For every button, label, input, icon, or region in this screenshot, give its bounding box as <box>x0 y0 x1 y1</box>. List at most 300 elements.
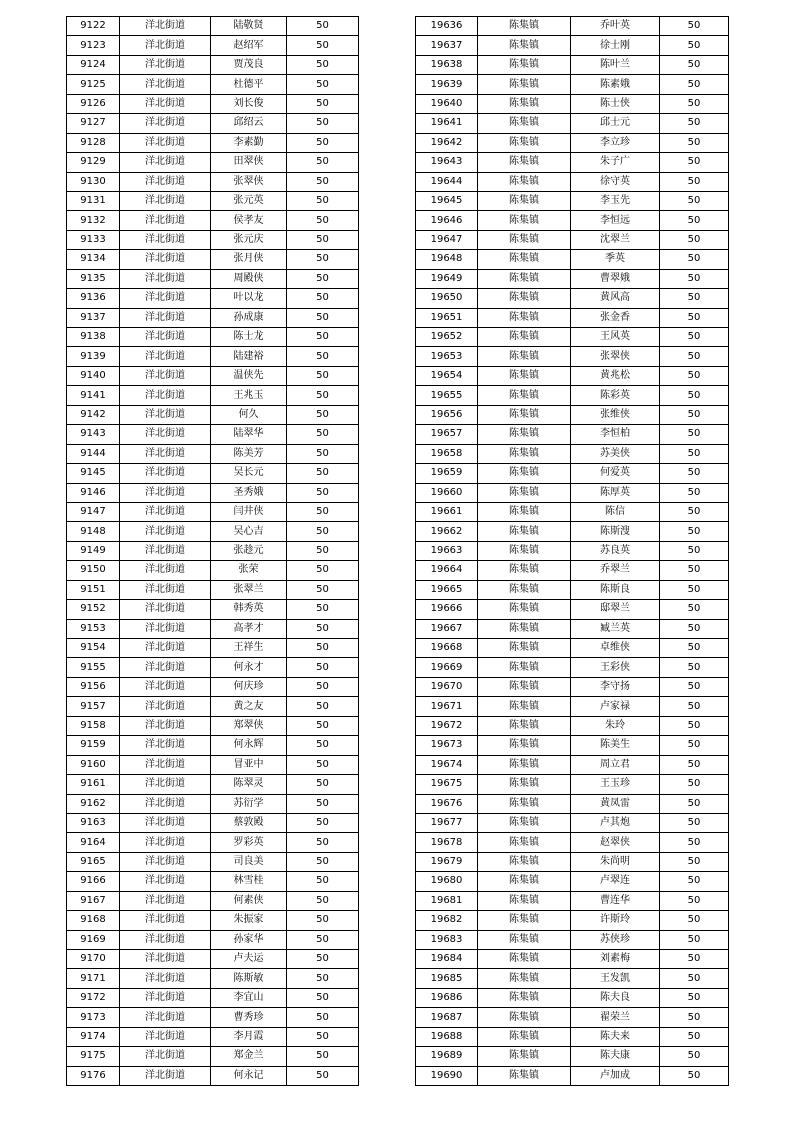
amount-cell: 50 <box>287 580 359 599</box>
table-row <box>67 600 359 619</box>
table-row <box>67 950 359 969</box>
table-row <box>67 386 359 405</box>
table-row <box>416 639 729 658</box>
amount-cell: 50 <box>287 775 359 794</box>
amount-cell: 50 <box>660 911 729 930</box>
district-cell: 洋北街道 <box>120 308 211 327</box>
table-row <box>416 522 729 541</box>
row-number-cell: 19670 <box>416 677 478 696</box>
name-cell: 张元庆 <box>211 230 287 249</box>
amount-cell: 50 <box>660 600 729 619</box>
name-cell: 卢翠连 <box>571 872 660 891</box>
row-number-cell: 19657 <box>416 425 478 444</box>
row-number-cell: 9149 <box>67 541 120 560</box>
name-cell: 王祥生 <box>211 639 287 658</box>
amount-cell: 50 <box>660 75 729 94</box>
row-number-cell: 9176 <box>67 1066 120 1085</box>
row-number-cell: 19687 <box>416 1008 478 1027</box>
amount-cell: 50 <box>660 347 729 366</box>
table-row <box>416 347 729 366</box>
name-cell: 陈夫良 <box>571 988 660 1007</box>
name-cell: 贾茂良 <box>211 55 287 74</box>
amount-cell: 50 <box>287 153 359 172</box>
table-row <box>67 639 359 658</box>
name-cell: 朱子广 <box>571 153 660 172</box>
table-row <box>416 366 729 385</box>
name-cell: 黄凤雷 <box>571 794 660 813</box>
district-cell: 洋北街道 <box>120 833 211 852</box>
name-cell: 田翠侠 <box>211 153 287 172</box>
row-number-cell: 9129 <box>67 153 120 172</box>
name-cell: 臧兰英 <box>571 619 660 638</box>
row-number-cell: 9151 <box>67 580 120 599</box>
table-row <box>416 677 729 696</box>
district-cell: 陈集镇 <box>478 930 571 949</box>
row-number-cell: 19640 <box>416 94 478 113</box>
district-cell: 洋北街道 <box>120 75 211 94</box>
district-cell: 陈集镇 <box>478 775 571 794</box>
name-cell: 黄风高 <box>571 289 660 308</box>
amount-cell: 50 <box>660 639 729 658</box>
name-cell: 邸翠兰 <box>571 600 660 619</box>
row-number-cell: 19679 <box>416 852 478 871</box>
name-cell: 王发凯 <box>571 969 660 988</box>
name-cell: 温侠先 <box>211 366 287 385</box>
name-cell: 陈信 <box>571 502 660 521</box>
row-number-cell: 9155 <box>67 658 120 677</box>
table-row <box>416 1027 729 1046</box>
table-row <box>67 755 359 774</box>
amount-cell: 50 <box>660 561 729 580</box>
district-cell: 陈集镇 <box>478 794 571 813</box>
row-number-cell: 19680 <box>416 872 478 891</box>
table-row <box>67 405 359 424</box>
row-number-cell: 9142 <box>67 405 120 424</box>
amount-cell: 50 <box>660 969 729 988</box>
district-cell: 陈集镇 <box>478 269 571 288</box>
table-row <box>416 211 729 230</box>
row-number-cell: 9146 <box>67 483 120 502</box>
name-cell: 李立珍 <box>571 133 660 152</box>
table-row <box>67 425 359 444</box>
amount-cell: 50 <box>287 930 359 949</box>
table-row <box>67 153 359 172</box>
district-cell: 洋北街道 <box>120 872 211 891</box>
row-number-cell: 19642 <box>416 133 478 152</box>
table-row <box>67 677 359 696</box>
table-row <box>67 541 359 560</box>
row-number-cell: 19672 <box>416 716 478 735</box>
amount-cell: 50 <box>660 211 729 230</box>
district-cell: 陈集镇 <box>478 988 571 1007</box>
amount-cell: 50 <box>660 1027 729 1046</box>
name-cell: 张元英 <box>211 191 287 210</box>
table-row <box>416 852 729 871</box>
amount-cell: 50 <box>287 308 359 327</box>
name-cell: 朱振家 <box>211 911 287 930</box>
row-number-cell: 19652 <box>416 328 478 347</box>
row-number-cell: 19636 <box>416 17 478 36</box>
district-cell: 洋北街道 <box>120 347 211 366</box>
district-cell: 陈集镇 <box>478 250 571 269</box>
district-cell: 陈集镇 <box>478 191 571 210</box>
row-number-cell: 19664 <box>416 561 478 580</box>
row-number-cell: 9174 <box>67 1027 120 1046</box>
name-cell: 罗彩英 <box>211 833 287 852</box>
district-cell: 陈集镇 <box>478 347 571 366</box>
name-cell: 卓维侠 <box>571 639 660 658</box>
row-number-cell: 9160 <box>67 755 120 774</box>
row-number-cell: 19656 <box>416 405 478 424</box>
table-row <box>67 658 359 677</box>
row-number-cell: 9137 <box>67 308 120 327</box>
row-number-cell: 9152 <box>67 600 120 619</box>
amount-cell: 50 <box>660 502 729 521</box>
row-number-cell: 19688 <box>416 1027 478 1046</box>
row-number-cell: 19653 <box>416 347 478 366</box>
name-cell: 苏良英 <box>571 541 660 560</box>
amount-cell: 50 <box>287 969 359 988</box>
table-row <box>416 502 729 521</box>
amount-cell: 50 <box>660 483 729 502</box>
table-row <box>416 250 729 269</box>
name-cell: 张金香 <box>571 308 660 327</box>
row-number-cell: 19645 <box>416 191 478 210</box>
table-row <box>416 561 729 580</box>
table-row <box>67 969 359 988</box>
name-cell: 赵绍军 <box>211 36 287 55</box>
district-cell: 陈集镇 <box>478 114 571 133</box>
amount-cell: 50 <box>287 250 359 269</box>
amount-cell: 50 <box>660 153 729 172</box>
district-cell: 洋北街道 <box>120 1047 211 1066</box>
district-cell: 陈集镇 <box>478 716 571 735</box>
amount-cell: 50 <box>287 697 359 716</box>
table-row <box>67 269 359 288</box>
row-number-cell: 9127 <box>67 114 120 133</box>
district-cell: 陈集镇 <box>478 1008 571 1027</box>
amount-cell: 50 <box>287 619 359 638</box>
district-cell: 洋北街道 <box>120 55 211 74</box>
district-cell: 洋北街道 <box>120 775 211 794</box>
row-number-cell: 9128 <box>67 133 120 152</box>
name-cell: 孙家华 <box>211 930 287 949</box>
district-cell: 陈集镇 <box>478 328 571 347</box>
name-cell: 卢其炮 <box>571 813 660 832</box>
amount-cell: 50 <box>287 191 359 210</box>
district-cell: 洋北街道 <box>120 813 211 832</box>
district-cell: 陈集镇 <box>478 561 571 580</box>
table-row <box>416 697 729 716</box>
name-cell: 黄兆松 <box>571 366 660 385</box>
district-cell: 陈集镇 <box>478 677 571 696</box>
table-row <box>416 794 729 813</box>
table-row <box>67 522 359 541</box>
name-cell: 圣秀娥 <box>211 483 287 502</box>
table-row <box>416 580 729 599</box>
right-table <box>415 16 729 1086</box>
amount-cell: 50 <box>660 230 729 249</box>
row-number-cell: 9134 <box>67 250 120 269</box>
table-row <box>416 289 729 308</box>
district-cell: 洋北街道 <box>120 230 211 249</box>
amount-cell: 50 <box>287 269 359 288</box>
row-number-cell: 9156 <box>67 677 120 696</box>
name-cell: 曹翠娥 <box>571 269 660 288</box>
row-number-cell: 9125 <box>67 75 120 94</box>
table-row <box>416 153 729 172</box>
district-cell: 陈集镇 <box>478 386 571 405</box>
name-cell: 何永记 <box>211 1066 287 1085</box>
table-row <box>416 600 729 619</box>
row-number-cell: 19639 <box>416 75 478 94</box>
district-cell: 陈集镇 <box>478 852 571 871</box>
row-number-cell: 9158 <box>67 716 120 735</box>
amount-cell: 50 <box>660 619 729 638</box>
amount-cell: 50 <box>287 1066 359 1085</box>
table-row <box>67 289 359 308</box>
district-cell: 洋北街道 <box>120 483 211 502</box>
district-cell: 陈集镇 <box>478 172 571 191</box>
table-row <box>416 775 729 794</box>
district-cell: 陈集镇 <box>478 522 571 541</box>
amount-cell: 50 <box>660 133 729 152</box>
row-number-cell: 9124 <box>67 55 120 74</box>
amount-cell: 50 <box>660 891 729 910</box>
district-cell: 洋北街道 <box>120 405 211 424</box>
name-cell: 苏美侠 <box>571 444 660 463</box>
table-row <box>67 464 359 483</box>
table-row <box>416 230 729 249</box>
table-row <box>67 872 359 891</box>
table-row <box>416 755 729 774</box>
amount-cell: 50 <box>287 36 359 55</box>
name-cell: 王彩侠 <box>571 658 660 677</box>
district-cell: 陈集镇 <box>478 813 571 832</box>
name-cell: 李宜山 <box>211 988 287 1007</box>
row-number-cell: 9132 <box>67 211 120 230</box>
district-cell: 陈集镇 <box>478 211 571 230</box>
name-cell: 翟荣兰 <box>571 1008 660 1027</box>
name-cell: 张维侠 <box>571 405 660 424</box>
row-number-cell: 9163 <box>67 813 120 832</box>
left-table <box>66 16 359 1086</box>
district-cell: 陈集镇 <box>478 1027 571 1046</box>
row-number-cell: 19682 <box>416 911 478 930</box>
district-cell: 陈集镇 <box>478 950 571 969</box>
table-row <box>67 308 359 327</box>
district-cell: 洋北街道 <box>120 1008 211 1027</box>
table-row <box>67 502 359 521</box>
table-row <box>416 36 729 55</box>
district-cell: 陈集镇 <box>478 464 571 483</box>
name-cell: 陈叶兰 <box>571 55 660 74</box>
table-row <box>67 580 359 599</box>
table-row <box>67 172 359 191</box>
amount-cell: 50 <box>660 716 729 735</box>
row-number-cell: 19678 <box>416 833 478 852</box>
district-cell: 洋北街道 <box>120 289 211 308</box>
name-cell: 郑翠侠 <box>211 716 287 735</box>
table-row <box>416 988 729 1007</box>
name-cell: 沈翠兰 <box>571 230 660 249</box>
district-cell: 陈集镇 <box>478 153 571 172</box>
table-row <box>416 969 729 988</box>
district-cell: 洋北街道 <box>120 891 211 910</box>
amount-cell: 50 <box>660 658 729 677</box>
row-number-cell: 9153 <box>67 619 120 638</box>
amount-cell: 50 <box>660 250 729 269</box>
row-number-cell: 19677 <box>416 813 478 832</box>
name-cell: 刘长俊 <box>211 94 287 113</box>
name-cell: 郑金兰 <box>211 1047 287 1066</box>
table-row <box>416 813 729 832</box>
name-cell: 陈夫康 <box>571 1047 660 1066</box>
district-cell: 洋北街道 <box>120 211 211 230</box>
table-row <box>416 1008 729 1027</box>
row-number-cell: 9150 <box>67 561 120 580</box>
name-cell: 陈斯敏 <box>211 969 287 988</box>
district-cell: 洋北街道 <box>120 755 211 774</box>
table-row <box>67 852 359 871</box>
district-cell: 陈集镇 <box>478 619 571 638</box>
amount-cell: 50 <box>660 17 729 36</box>
table-row <box>67 55 359 74</box>
name-cell: 张月侠 <box>211 250 287 269</box>
amount-cell: 50 <box>660 950 729 969</box>
district-cell: 洋北街道 <box>120 930 211 949</box>
table-row <box>416 891 729 910</box>
row-number-cell: 19647 <box>416 230 478 249</box>
amount-cell: 50 <box>287 852 359 871</box>
amount-cell: 50 <box>287 211 359 230</box>
table-row <box>416 405 729 424</box>
amount-cell: 50 <box>660 328 729 347</box>
name-cell: 徐士刚 <box>571 36 660 55</box>
district-cell: 洋北街道 <box>120 328 211 347</box>
amount-cell: 50 <box>287 639 359 658</box>
name-cell: 周立君 <box>571 755 660 774</box>
amount-cell: 50 <box>660 289 729 308</box>
name-cell: 王玉珍 <box>571 775 660 794</box>
name-cell: 张翠侠 <box>571 347 660 366</box>
table-row <box>67 230 359 249</box>
table-row <box>67 1047 359 1066</box>
table-row <box>67 697 359 716</box>
table-row <box>67 328 359 347</box>
district-cell: 洋北街道 <box>120 541 211 560</box>
amount-cell: 50 <box>660 541 729 560</box>
district-cell: 陈集镇 <box>478 1047 571 1066</box>
table-row <box>67 211 359 230</box>
name-cell: 卢加成 <box>571 1066 660 1085</box>
amount-cell: 50 <box>660 405 729 424</box>
amount-cell: 50 <box>287 386 359 405</box>
district-cell: 陈集镇 <box>478 36 571 55</box>
name-cell: 邱士元 <box>571 114 660 133</box>
row-number-cell: 19663 <box>416 541 478 560</box>
district-cell: 陈集镇 <box>478 133 571 152</box>
row-number-cell: 9130 <box>67 172 120 191</box>
row-number-cell: 19655 <box>416 386 478 405</box>
row-number-cell: 19676 <box>416 794 478 813</box>
amount-cell: 50 <box>287 1008 359 1027</box>
name-cell: 朱玲 <box>571 716 660 735</box>
table-row <box>67 444 359 463</box>
table-row <box>67 619 359 638</box>
row-number-cell: 9175 <box>67 1047 120 1066</box>
row-number-cell: 9144 <box>67 444 120 463</box>
table-row <box>416 911 729 930</box>
table-row <box>67 1027 359 1046</box>
district-cell: 陈集镇 <box>478 736 571 755</box>
row-number-cell: 9143 <box>67 425 120 444</box>
amount-cell: 50 <box>287 289 359 308</box>
district-cell: 洋北街道 <box>120 950 211 969</box>
table-row <box>416 716 729 735</box>
row-number-cell: 9172 <box>67 988 120 1007</box>
district-cell: 陈集镇 <box>478 1066 571 1085</box>
table-row <box>416 17 729 36</box>
row-number-cell: 9169 <box>67 930 120 949</box>
row-number-cell: 19674 <box>416 755 478 774</box>
row-number-cell: 9126 <box>67 94 120 113</box>
left-table-body <box>67 17 359 1086</box>
district-cell: 洋北街道 <box>120 153 211 172</box>
row-number-cell: 9164 <box>67 833 120 852</box>
amount-cell: 50 <box>287 366 359 385</box>
name-cell: 陈斯溲 <box>571 522 660 541</box>
amount-cell: 50 <box>287 483 359 502</box>
amount-cell: 50 <box>660 813 729 832</box>
amount-cell: 50 <box>287 891 359 910</box>
row-number-cell: 9162 <box>67 794 120 813</box>
amount-cell: 50 <box>287 94 359 113</box>
amount-cell: 50 <box>287 1047 359 1066</box>
district-cell: 洋北街道 <box>120 969 211 988</box>
row-number-cell: 9145 <box>67 464 120 483</box>
district-cell: 陈集镇 <box>478 366 571 385</box>
name-cell: 陆敬贤 <box>211 17 287 36</box>
district-cell: 洋北街道 <box>120 172 211 191</box>
amount-cell: 50 <box>287 658 359 677</box>
row-number-cell: 19650 <box>416 289 478 308</box>
table-row <box>416 55 729 74</box>
amount-cell: 50 <box>660 930 729 949</box>
table-row <box>67 1066 359 1085</box>
name-cell: 陈厚英 <box>571 483 660 502</box>
district-cell: 陈集镇 <box>478 891 571 910</box>
amount-cell: 50 <box>287 444 359 463</box>
table-row <box>416 386 729 405</box>
district-cell: 陈集镇 <box>478 600 571 619</box>
name-cell: 李恒远 <box>571 211 660 230</box>
row-number-cell: 19673 <box>416 736 478 755</box>
name-cell: 张荣 <box>211 561 287 580</box>
name-cell: 许斯玲 <box>571 911 660 930</box>
amount-cell: 50 <box>287 988 359 1007</box>
table-row <box>67 891 359 910</box>
district-cell: 陈集镇 <box>478 969 571 988</box>
table-row <box>416 541 729 560</box>
row-number-cell: 9139 <box>67 347 120 366</box>
district-cell: 陈集镇 <box>478 911 571 930</box>
amount-cell: 50 <box>287 230 359 249</box>
row-number-cell: 9166 <box>67 872 120 891</box>
row-number-cell: 9171 <box>67 969 120 988</box>
name-cell: 林雪桂 <box>211 872 287 891</box>
name-cell: 陈翠灵 <box>211 775 287 794</box>
